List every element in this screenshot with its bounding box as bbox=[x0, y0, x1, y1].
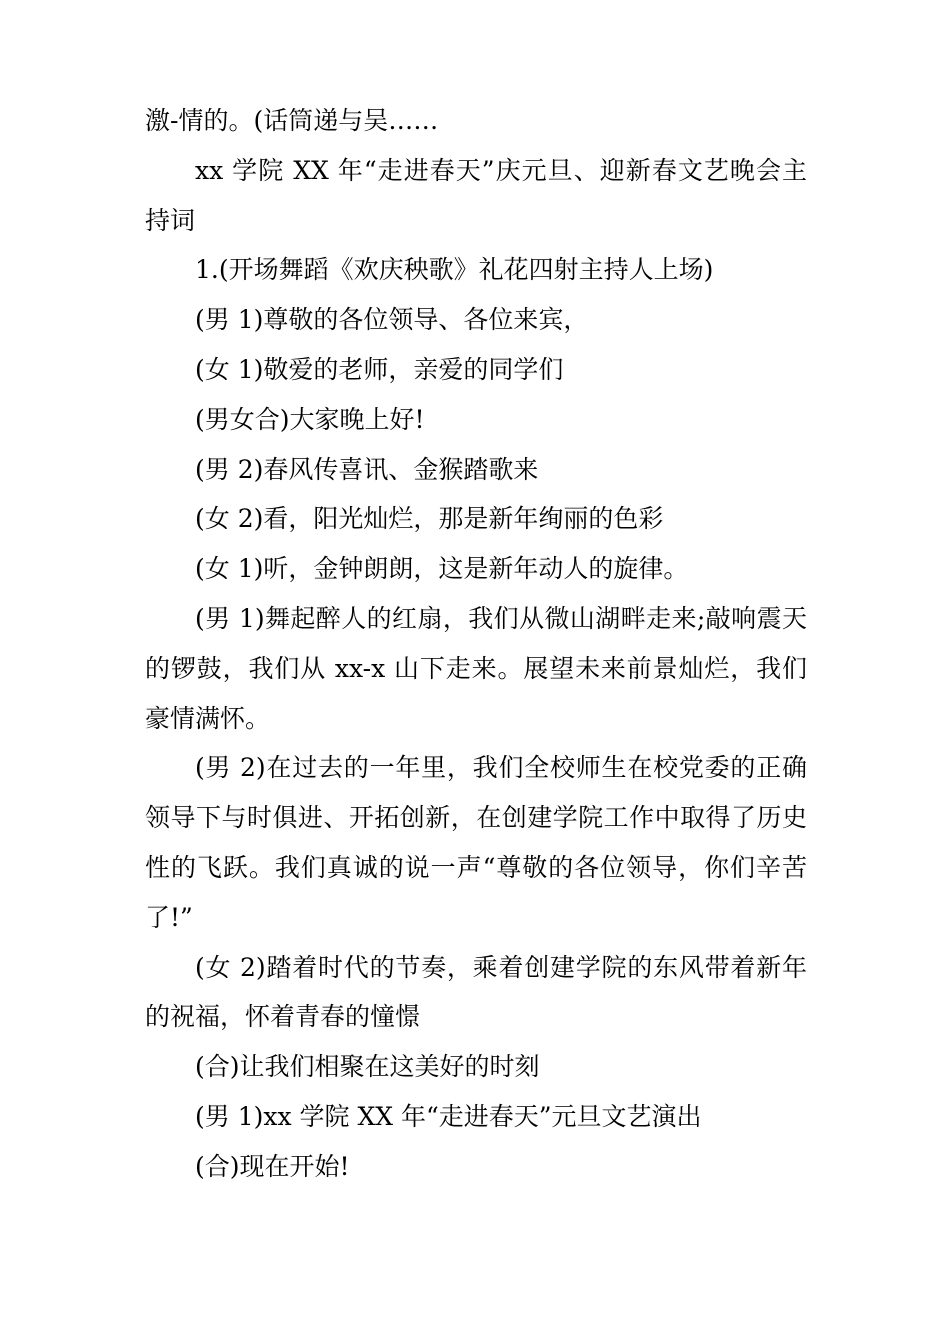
paragraph-line: (男 2)在过去的一年里，我们全校师生在校党委的正确领导下与时俱进、开拓创新，在创建学院工作中取得了历史性的飞跃。我们真诚的说一声“尊敬的各位领导，你们辛苦了!” bbox=[145, 753, 807, 932]
paragraph-line: (女 2)踏着时代的节奏，乘着创建学院的东风带着新年的祝福，怀着青春的憧憬 bbox=[145, 952, 807, 1032]
paragraph-line: (男 1)舞起醉人的红扇，我们从微山湖畔走来;敲响震天的锣鼓，我们从 xx-x 山下走来。展望未来前景灿烂，我们豪情满怀。 bbox=[145, 603, 807, 733]
paragraph-line: (男女合)大家晚上好! bbox=[195, 404, 425, 434]
paragraph-line: (合)让我们相聚在这美好的时刻 bbox=[195, 1052, 540, 1082]
paragraph-line: (合)现在开始! bbox=[195, 1151, 350, 1181]
paragraph-line: (女 1)听，金钟朗朗，这是新年动人的旋律。 bbox=[195, 554, 689, 584]
paragraph-line: (男 2)春风传喜讯、金猴踏歌来 bbox=[195, 454, 539, 484]
paragraph-continuation: 激-情的。(话筒递与吴…… bbox=[145, 106, 439, 135]
paragraph-line: (男 1)xx 学院 XX 年“走进春天”元旦文艺演出 bbox=[195, 1101, 702, 1131]
paragraph-line: (女 2)看，阳光灿烂，那是新年绚丽的色彩 bbox=[195, 504, 664, 534]
paragraph-line: (男 1)尊敬的各位领导、各位来宾， bbox=[195, 305, 589, 335]
paragraph-line: (女 1)敬爱的老师，亲爱的同学们 bbox=[195, 354, 564, 384]
paragraph-title: xx 学院 XX 年“走进春天”庆元旦、迎新春文艺晚会主持词 bbox=[145, 155, 807, 235]
paragraph-opening-dance: 1.(开场舞蹈《欢庆秧歌》礼花四射主持人上场) bbox=[195, 255, 714, 285]
document-body bbox=[145, 96, 807, 1192]
